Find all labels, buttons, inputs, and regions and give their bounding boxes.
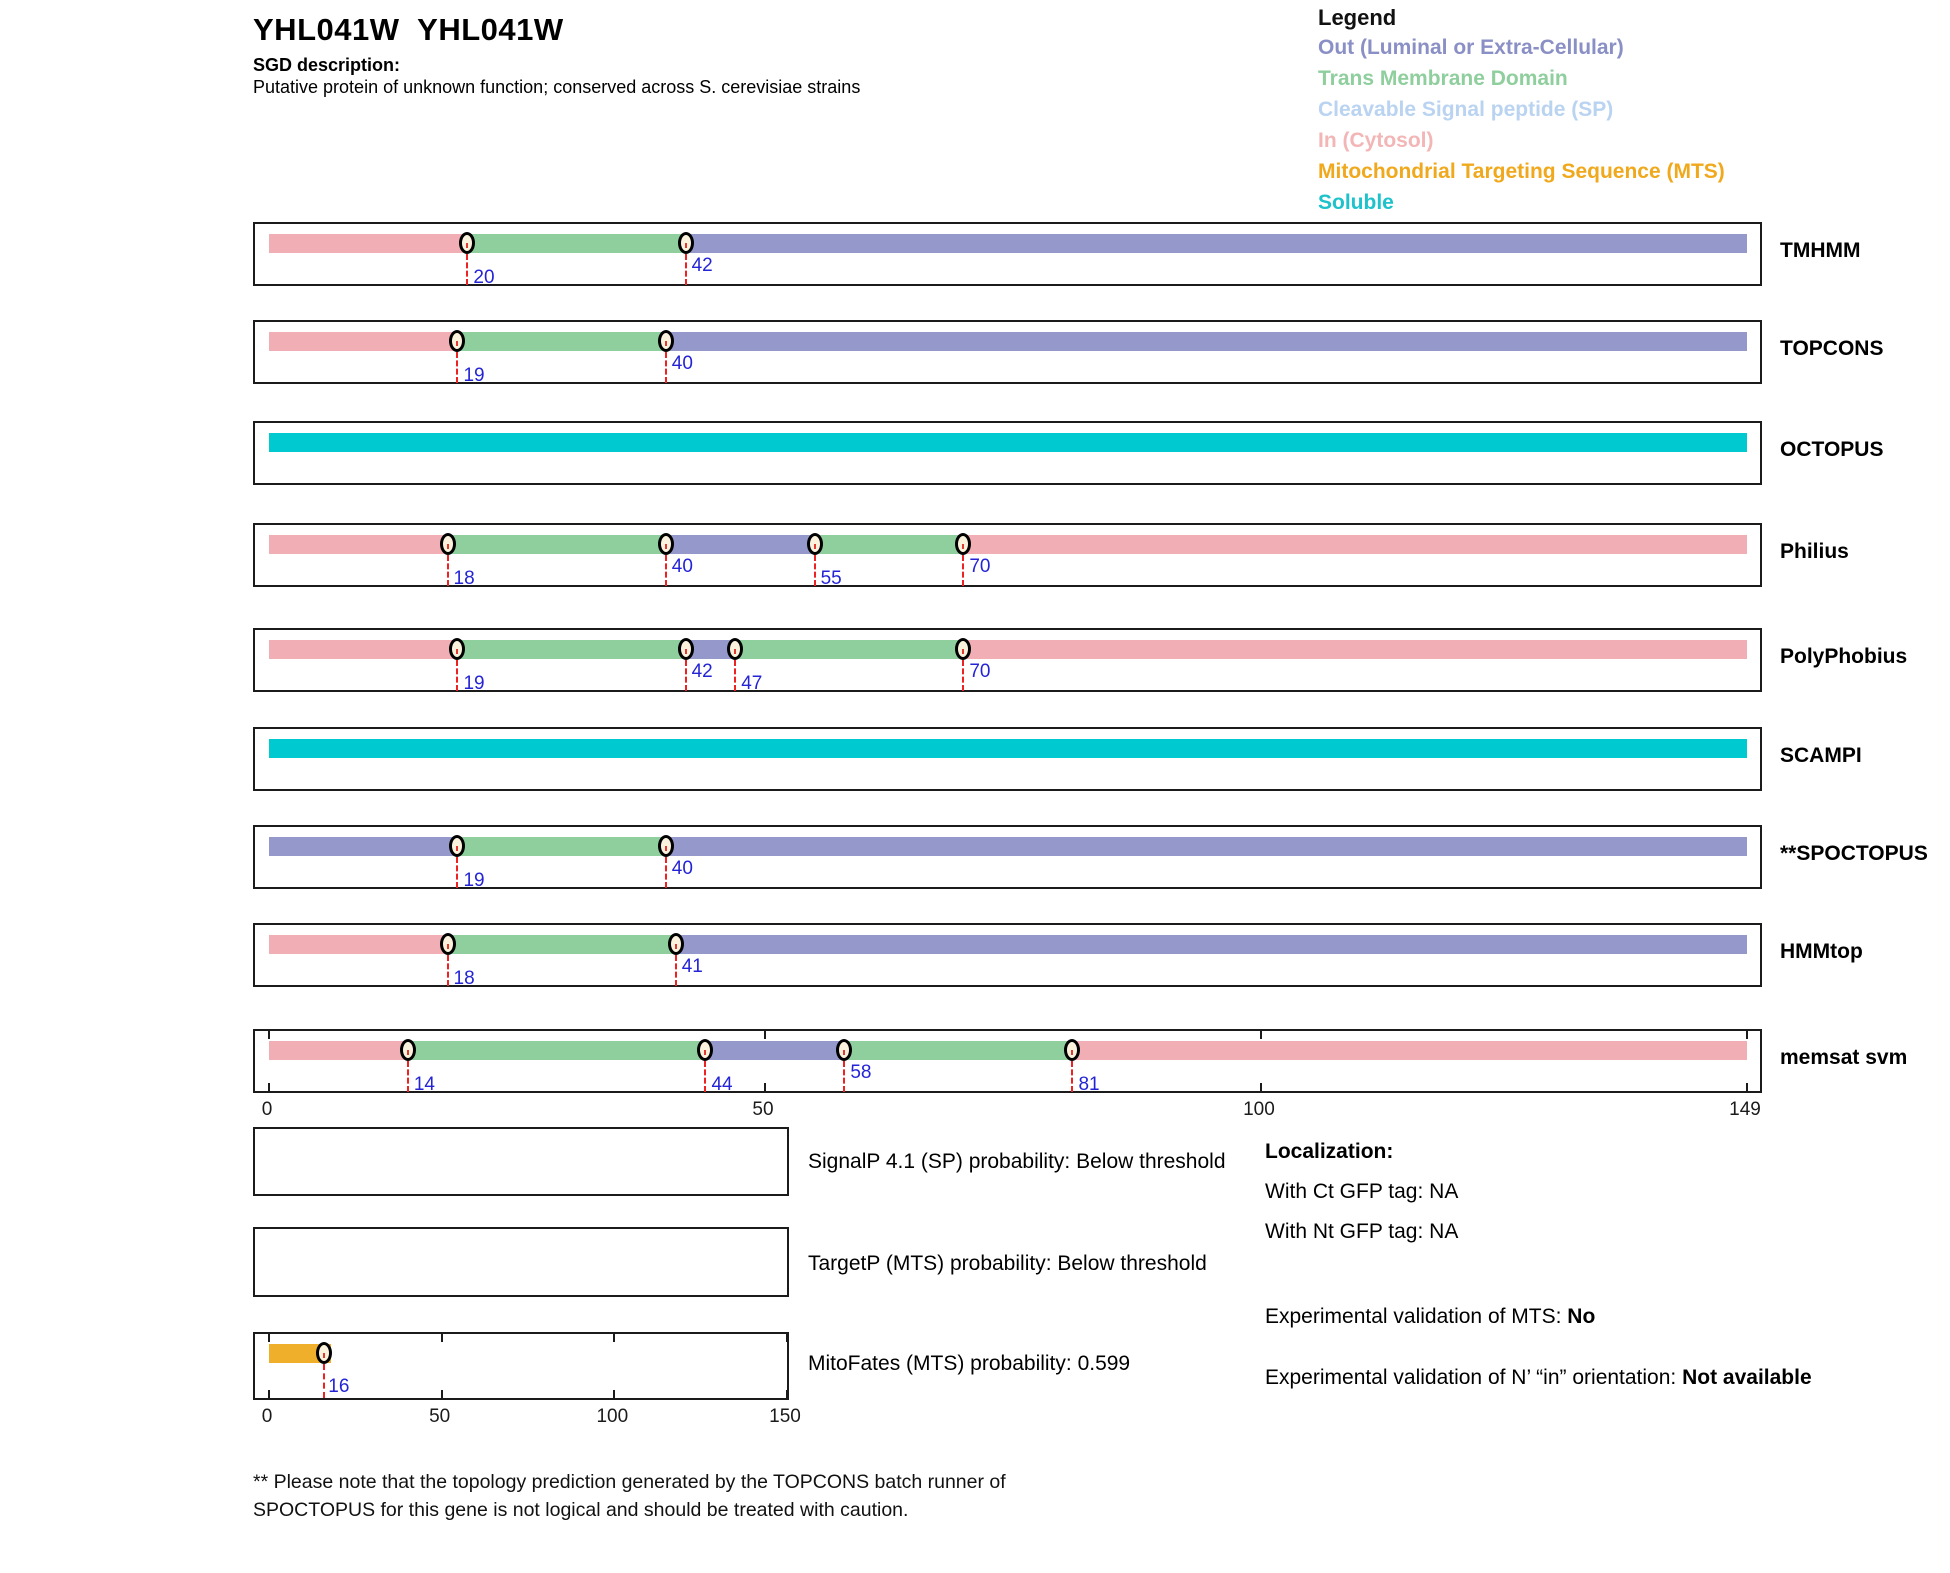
marker-dropline: [704, 1061, 706, 1092]
axis-tick: [613, 1334, 615, 1342]
marker-dropline: [456, 660, 458, 691]
localization-title: Localization:: [1265, 1140, 1394, 1163]
legend-item-6: Soluble: [1318, 191, 1394, 214]
signalp-result-text: SignalP 4.1 (SP) probability: Below threshold: [808, 1150, 1226, 1173]
axis-tick-label: 100: [1243, 1099, 1275, 1120]
axis-tick: [1746, 1031, 1748, 1039]
boundary-position-label: 19: [463, 870, 485, 891]
axis-tick: [441, 1334, 443, 1342]
boundary-position-label: 18: [453, 968, 475, 989]
axis-tick: [1746, 1083, 1748, 1091]
topology-boundary-marker: [807, 533, 823, 555]
region-segment-tm: [457, 640, 685, 659]
track-label-2: TOPCONS: [1780, 337, 1884, 360]
boundary-position-label: 42: [691, 255, 713, 276]
region-segment-in: [269, 234, 467, 253]
localization-nt-gfp: With Nt GFP tag: NA: [1265, 1220, 1459, 1243]
sgd-description-text: Putative protein of unknown function; conserved across S. cerevisiae strains: [253, 77, 861, 97]
localization-ct-gfp: With Ct GFP tag: NA: [1265, 1180, 1459, 1203]
region-segment-in: [269, 640, 457, 659]
region-segment-in: [1072, 1041, 1747, 1060]
region-segment-tm: [735, 640, 963, 659]
mts-validation-value: No: [1567, 1305, 1596, 1328]
region-segment-in: [269, 535, 448, 554]
boundary-position-label: 55: [820, 568, 842, 589]
marker-red-dash: [456, 341, 458, 346]
region-segment-out: [686, 234, 1747, 253]
track-label-1: TMHMM: [1780, 239, 1861, 262]
region-segment-out: [269, 837, 457, 856]
boundary-position-label: 44: [711, 1074, 733, 1095]
marker-red-dash: [407, 1050, 409, 1055]
marker-dropline: [456, 352, 458, 383]
track-box-memsatsvm: [253, 1029, 1762, 1093]
axis-tick: [786, 1334, 788, 1342]
marker-dropline: [407, 1061, 409, 1092]
axis-tick: [268, 1390, 270, 1398]
track-label-6: SCAMPI: [1780, 744, 1862, 767]
boundary-position-label: 40: [671, 353, 693, 374]
legend-item-1: Out (Luminal or Extra-Cellular): [1318, 36, 1624, 59]
axis-tick-label: 0: [261, 1406, 273, 1427]
track-box-scampi: [253, 727, 1762, 791]
region-segment-out: [666, 535, 815, 554]
axis-tick-label: 50: [752, 1099, 774, 1120]
region-segment-tm: [844, 1041, 1072, 1060]
region-segment-out: [676, 935, 1747, 954]
axis-tick-label: 150: [769, 1406, 801, 1427]
marker-red-dash: [447, 944, 449, 949]
marker-dropline: [665, 857, 667, 888]
region-segment-tm: [457, 332, 665, 351]
track-box-philius: [253, 523, 1762, 587]
region-segment-tm: [448, 935, 676, 954]
marker-red-dash: [685, 649, 687, 654]
boundary-position-label: 47: [741, 673, 763, 694]
marker-dropline: [466, 254, 468, 285]
region-segment-tm: [457, 837, 665, 856]
boundary-position-label: 18: [453, 568, 475, 589]
region-segment-tm: [408, 1041, 706, 1060]
boundary-position-label: 40: [671, 858, 693, 879]
marker-red-dash: [814, 544, 816, 549]
axis-tick-label: 0: [261, 1099, 273, 1120]
region-segment-in: [269, 332, 457, 351]
marker-dropline: [675, 955, 677, 986]
legend-item-2: Trans Membrane Domain: [1318, 67, 1568, 90]
region-segment-in: [269, 935, 448, 954]
topology-boundary-marker: [658, 330, 674, 352]
topology-boundary-marker: [440, 533, 456, 555]
marker-dropline: [447, 955, 449, 986]
marker-red-dash: [962, 544, 964, 549]
orientation-validation-label: Experimental validation of N’ “in” orientation:: [1265, 1366, 1683, 1389]
marker-red-dash: [685, 243, 687, 248]
boundary-position-label: 81: [1078, 1074, 1100, 1095]
marker-red-dash: [456, 846, 458, 851]
boundary-position-label: 41: [681, 956, 703, 977]
spoctopus-footnote: ** Please note that the topology prediction generated by the TOPCONS batch runner of SPOCTOPUS for this gene is not logical and should be treated with caution.: [253, 1471, 1006, 1522]
topology-boundary-marker: [668, 933, 684, 955]
mts-validation-label: Experimental validation of MTS:: [1265, 1305, 1568, 1328]
marker-red-dash: [665, 846, 667, 851]
track-label-8: HMMtop: [1780, 940, 1863, 963]
track-label-3: OCTOPUS: [1780, 438, 1884, 461]
boundary-position-label: 19: [463, 365, 485, 386]
sgd-description-label: SGD description:: [253, 55, 401, 75]
track-box-topcons: [253, 320, 1762, 384]
page-title: YHL041W YHL041W: [253, 12, 564, 47]
region-segment-tm: [815, 535, 964, 554]
legend-title: Legend: [1318, 5, 1397, 30]
marker-dropline: [665, 352, 667, 383]
boundary-position-label: 14: [413, 1074, 435, 1095]
marker-dropline: [447, 555, 449, 586]
track-label-5: PolyPhobius: [1780, 645, 1908, 668]
boundary-position-label: 19: [463, 673, 485, 694]
region-segment-out: [666, 332, 1747, 351]
axis-tick: [268, 1031, 270, 1039]
track-label-7: **SPOCTOPUS: [1780, 842, 1928, 865]
boundary-position-label: 58: [850, 1062, 872, 1083]
region-segment-soluble: [269, 739, 1747, 758]
marker-dropline: [734, 660, 736, 691]
region-segment-out: [666, 837, 1747, 856]
boundary-position-label: 70: [969, 661, 991, 682]
marker-red-dash: [704, 1050, 706, 1055]
axis-tick-label: 50: [429, 1406, 451, 1427]
axis-tick: [613, 1390, 615, 1398]
track-label-4: Philius: [1780, 540, 1849, 563]
marker-dropline: [1071, 1061, 1073, 1092]
region-segment-in: [963, 535, 1747, 554]
axis-tick: [1260, 1031, 1262, 1039]
marker-dropline: [814, 555, 816, 586]
orientation-validation-line: [1265, 1362, 1813, 1395]
boundary-position-label: 70: [969, 556, 991, 577]
marker-dropline: [456, 857, 458, 888]
marker-dropline: [962, 555, 964, 586]
region-segment-out: [705, 1041, 844, 1060]
marker-red-dash: [665, 341, 667, 346]
boundary-position-label: 20: [473, 267, 495, 288]
track-box-tmhmm: [253, 222, 1762, 286]
marker-dropline: [962, 660, 964, 691]
legend: [1318, 4, 1725, 218]
region-segment-in: [963, 640, 1747, 659]
marker-dropline: [843, 1061, 845, 1092]
axis-tick-label: 149: [1729, 1099, 1761, 1120]
marker-red-dash: [1071, 1050, 1073, 1055]
axis-tick: [268, 1083, 270, 1091]
marker-red-dash: [323, 1353, 325, 1358]
axis-tick-label: 100: [596, 1406, 629, 1427]
axis-tick: [268, 1334, 270, 1342]
track-label-9: memsat svm: [1780, 1046, 1908, 1069]
track-box-spoctopus: [253, 825, 1762, 889]
topology-boundary-marker: [400, 1039, 416, 1061]
marker-dropline: [685, 254, 687, 285]
track-box-octopus: [253, 421, 1762, 485]
signalp-probability-plot: [253, 1127, 789, 1196]
boundary-position-label: 40: [671, 556, 693, 577]
mts-validation-line: [1265, 1305, 1595, 1329]
topology-boundary-marker: [678, 232, 694, 254]
region-segment-tm: [467, 234, 685, 253]
mitofates-probability-plot: [253, 1332, 789, 1400]
axis-tick: [764, 1083, 766, 1091]
marker-red-dash: [665, 544, 667, 549]
marker-red-dash: [456, 649, 458, 654]
topology-boundary-marker: [658, 835, 674, 857]
axis-tick: [786, 1390, 788, 1398]
marker-dropline: [323, 1364, 325, 1398]
marker-dropline: [685, 660, 687, 691]
track-box-hmmtop: [253, 923, 1762, 987]
orientation-validation-value: Not available: [1682, 1366, 1812, 1389]
axis-tick: [1260, 1083, 1262, 1091]
legend-items: [1318, 32, 1725, 218]
track-box-polyphobius: [253, 628, 1762, 692]
marker-red-dash: [843, 1050, 845, 1055]
region-segment-tm: [448, 535, 666, 554]
legend-item-4: In (Cytosol): [1318, 129, 1434, 152]
axis-tick: [764, 1031, 766, 1039]
marker-red-dash: [962, 649, 964, 654]
topology-boundary-marker: [658, 533, 674, 555]
targetp-probability-plot: [253, 1227, 789, 1297]
marker-red-dash: [466, 243, 468, 248]
marker-dropline: [665, 555, 667, 586]
targetp-result-text: TargetP (MTS) probability: Below threshold: [808, 1252, 1207, 1275]
boundary-position-label: 42: [691, 661, 713, 682]
topology-boundary-marker: [440, 933, 456, 955]
region-segment-soluble: [269, 433, 1747, 452]
marker-red-dash: [447, 544, 449, 549]
region-segment-in: [269, 1041, 408, 1060]
marker-red-dash: [734, 649, 736, 654]
legend-item-5: Mitochondrial Targeting Sequence (MTS): [1318, 160, 1725, 183]
legend-item-3: Cleavable Signal peptide (SP): [1318, 98, 1614, 121]
boundary-position-label: 16: [328, 1376, 350, 1397]
marker-red-dash: [675, 944, 677, 949]
mitofates-result-text: MitoFates (MTS) probability: 0.599: [808, 1352, 1131, 1375]
topology-boundary-marker: [678, 638, 694, 660]
axis-tick: [441, 1390, 443, 1398]
